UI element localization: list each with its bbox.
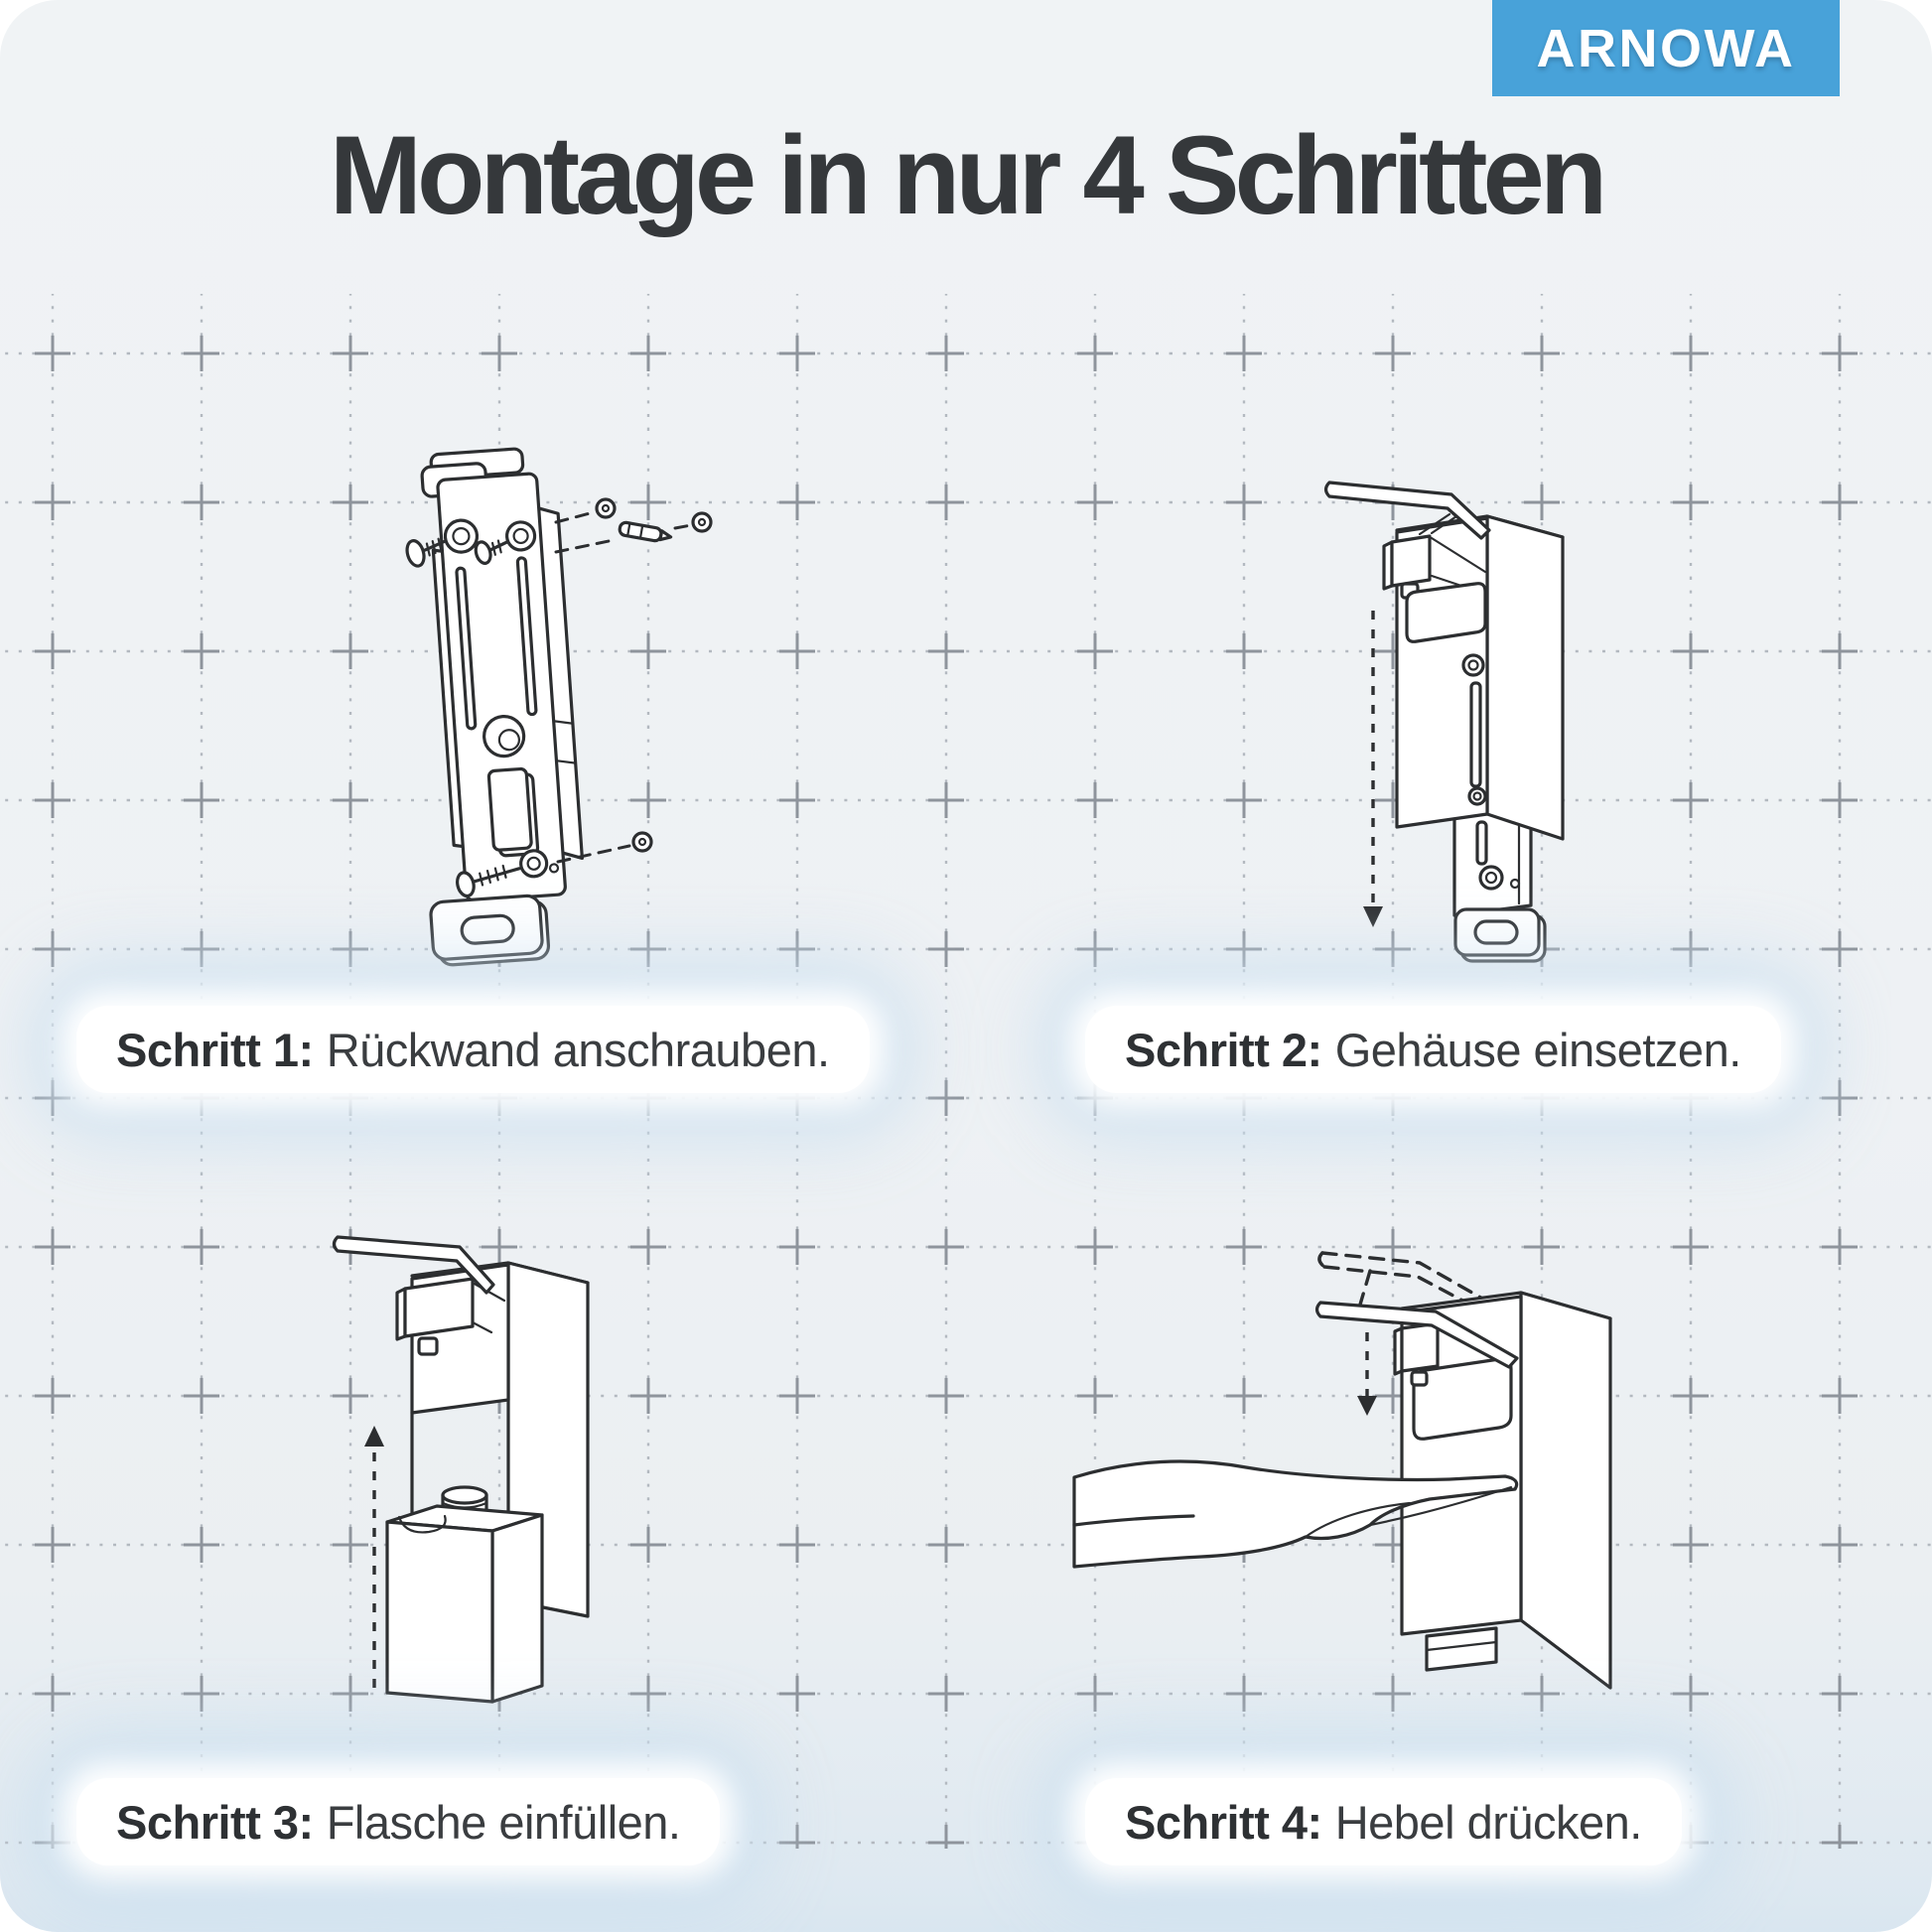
brand-logo-text: ARNOWA [1536, 18, 1796, 78]
down-arrow-icon [1363, 611, 1383, 927]
pump-mechanism [405, 1279, 473, 1336]
step2-label: Schritt 2: [1125, 1023, 1322, 1076]
step3-label: Schritt 3: [116, 1795, 314, 1849]
wall-anchor-ring-icon [693, 513, 711, 531]
step2-caption: Gehäuse einsetzen. [1334, 1023, 1741, 1076]
step2-label-pill [1085, 1006, 1781, 1093]
step4-label: Schritt 4: [1125, 1795, 1322, 1849]
wall-backplate [398, 446, 589, 966]
step3-illustration [248, 1221, 884, 1777]
step4-caption: Hebel drücken. [1334, 1795, 1642, 1849]
step4-label-pill [1085, 1778, 1682, 1865]
pump-mechanism [1392, 536, 1430, 586]
step1-illustration [298, 427, 774, 983]
dowel-anchor-icon [619, 521, 671, 543]
step1-caption: Rückwand anschrauben. [326, 1023, 830, 1076]
brand-logo [1492, 0, 1840, 96]
bottle [387, 1487, 542, 1702]
step4-illustration [1072, 1221, 1708, 1777]
backplate-cutout [488, 768, 531, 850]
pump-mechanism [1402, 1323, 1438, 1371]
wall-anchor-ring-icon [633, 833, 651, 851]
bottle-holder-bracket [430, 895, 549, 966]
housing-window [1414, 1359, 1511, 1440]
step3-caption: Flasche einfüllen. [326, 1795, 681, 1849]
wall-anchor-ring-icon [597, 499, 615, 517]
nozzle [419, 1338, 437, 1354]
step1-label: Schritt 1: [116, 1023, 314, 1076]
housing-window [1407, 584, 1485, 642]
step1-label-pill [76, 1006, 870, 1093]
up-arrow-icon [364, 1426, 384, 1688]
page-title: Montage in nur 4 Schritten [329, 113, 1603, 237]
nozzle [1412, 1372, 1427, 1385]
down-arrow-icon [1357, 1332, 1377, 1416]
step2-illustration [1082, 427, 1638, 983]
step3-label-pill [76, 1778, 720, 1865]
dispenser-housing [1384, 516, 1563, 839]
